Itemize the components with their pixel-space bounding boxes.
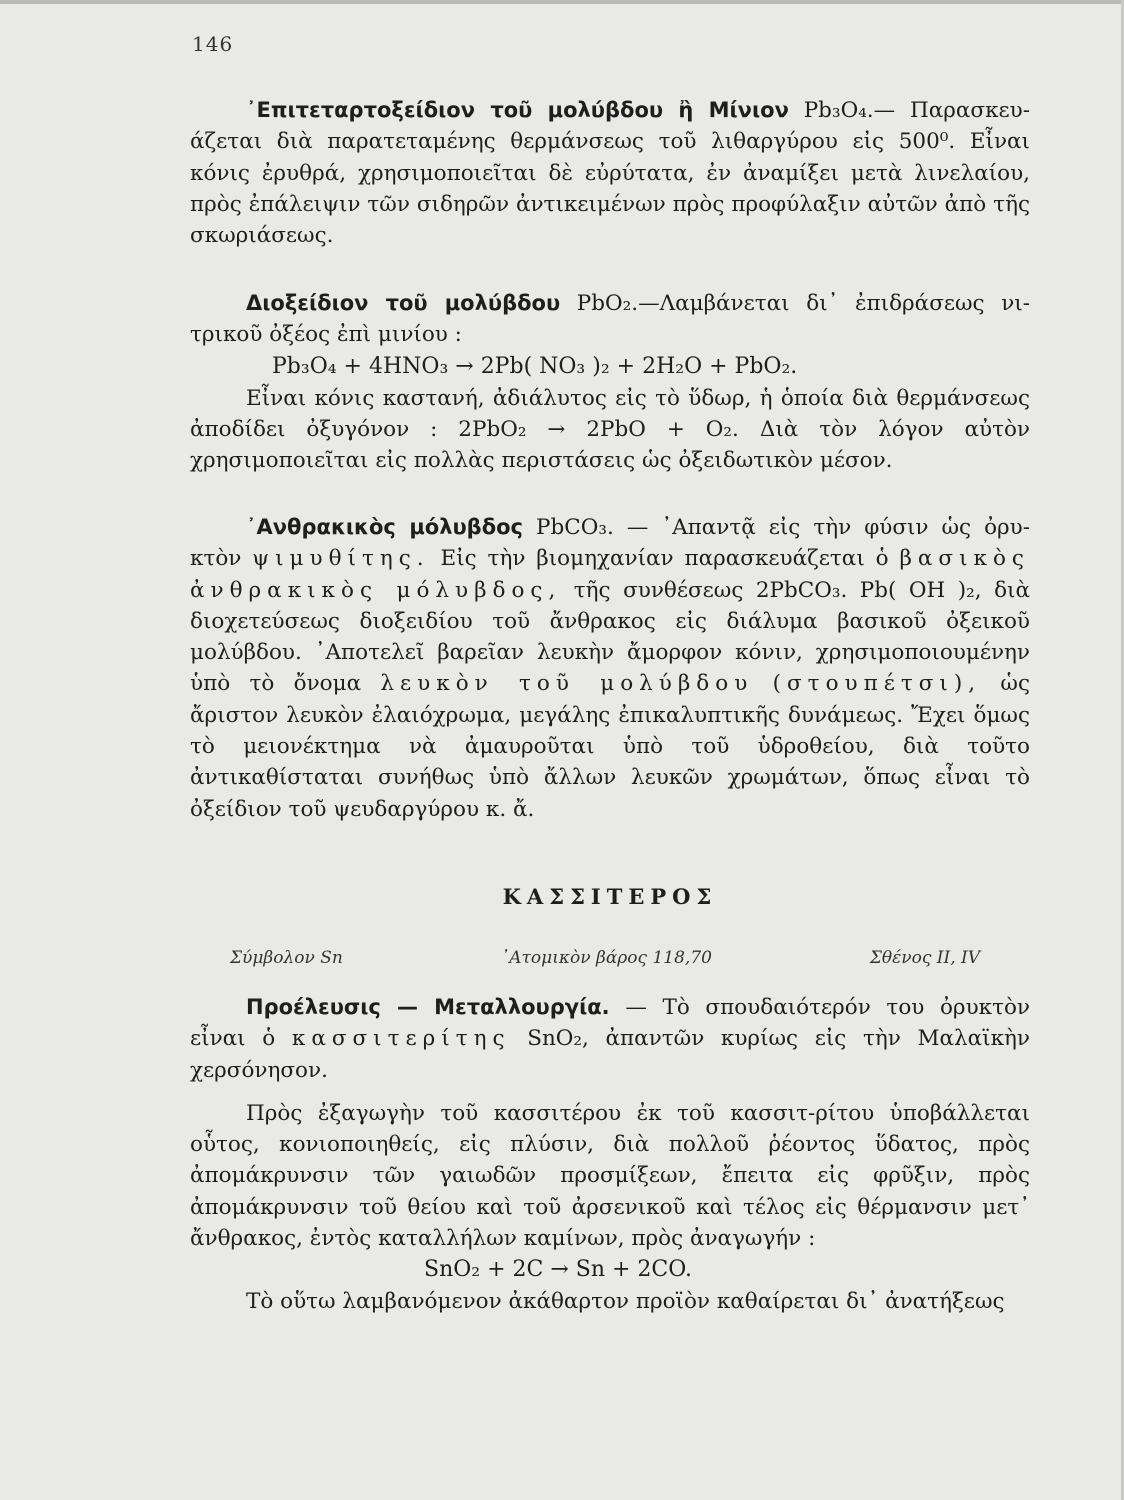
page-number: 146 — [192, 32, 234, 56]
carbonate-body-a: τῆς συνθέσεως 2PbCO₃. Pb( OH )₂, διὰ διοχετεύσεως διοξειδίου τοῦ ἄνθρακος εἰς διάλυμα βασικοῦ ὀξεικοῦ μολύβδου. ᾿Αποτελεῖ βαρεῖαν λευκὴν ἄμορφον κόνιν, χρησιμοποιουμένην ὑπὸ τὸ ὄνομα — [190, 577, 1030, 697]
carbonate-line2-a: κτὸν — [190, 546, 242, 572]
section-carbonate — [190, 512, 1030, 825]
carbonate-formula: PbCO₃. — [536, 515, 614, 540]
tin-equation: SnO₂ + 2C → Sn + 2CO. — [424, 1257, 692, 1283]
minium-title: ᾿Επιτεταρτοξείδιον τοῦ μολύβδου ἢ Μίνιον — [246, 98, 789, 122]
tin-last-paragraph — [190, 1286, 1030, 1317]
dioxide-line1-rest: —Λαμβάνεται δι᾿ ἐπιδράσεως νι- — [638, 291, 1030, 316]
carbonate-line1-rest: — ᾿Απαντᾷ εἰς τὴν φύσιν ὡς ὀρυ- — [626, 515, 1030, 540]
minium-line1-rest: — Παρασκευ- — [873, 98, 1030, 123]
tin-origin-paragraph — [190, 992, 1030, 1086]
tin-last-line: Τὸ οὕτω λαμβανόμενον ἀκάθαρτον προϊὸν καθαίρεται δι᾿ ἀνατήξεως — [246, 1289, 1005, 1315]
tin-valence: Σθένος II, IV — [869, 948, 980, 968]
section-dioxide — [190, 288, 1030, 476]
minium-paragraph — [190, 95, 1030, 251]
carbonate-paragraph — [190, 512, 1030, 825]
section-minium — [190, 95, 1030, 251]
dioxide-title: Διοξείδιον τοῦ μολύβδου — [246, 291, 561, 315]
tin-origin-spaced: κασσιτερίτης — [291, 1026, 511, 1052]
carbonate-line2-b: Εἰς τὴν βιομηχανίαν παρασκευάζεται ὁ — [440, 546, 889, 572]
tin-atomic-weight: ᾿Ατομικὸν βάρος 118,70 — [500, 948, 712, 968]
carbonate-spaced-white-lead: λευκὸν τοῦ μολύβδου — [380, 671, 754, 697]
tin-extraction: Πρὸς ἐξαγωγὴν τοῦ κασσιτέρου ἐκ τοῦ κασσιτ-ρίτου ὑποβάλλεται οὗτος, κονιοποιηθείς, εἰς πλύσιν, διὰ πολλοῦ ῥέοντος ὕδατος, πρὸς ἀπομάκρυνσιν τῶν γαιωδῶν προσμίξεων, ἔπειτα εἰς φρῦξιν, πρὸς ἀπομάκρυνσιν τοῦ θείου καὶ τοῦ ἀρσενικοῦ καὶ τέλος εἰς θέρμανσιν μετ᾿ ἄνθρακος, ἐντὸς καταλλήλων καμίνων, πρὸς ἀναγωγήν : — [190, 1100, 1030, 1252]
carbonate-spaced-mineral: ψιμυθίτης. — [252, 546, 430, 572]
tin-origin-a: — Τὸ σπουδαιότερόν του ὀρυκτὸν εἶναι ὁ — [190, 995, 1030, 1052]
section-tin — [190, 992, 1030, 1318]
dioxide-body: Εἶναι κόνις καστανή, ἀδιάλυτος εἰς τὸ ὕδωρ, ἡ ὁποία διὰ θερμάνσεως ἀποδίδει ὀξυγόνον : 2PbO₂ → 2PbO + O₂. Διὰ τὸν λόγον αὐτὸν χρησιμοποιεῖται εἰς πολλὰς περιστάσεις ὡς ὀξειδωτικὸν μέσον. — [190, 385, 1030, 474]
dioxide-line2: τρικοῦ ὀξέος ἐπὶ μινίου : — [190, 322, 462, 348]
carbonate-spaced-stoupetsi: (στουπέτσι), — [772, 671, 982, 697]
tin-meta-row — [230, 948, 980, 968]
dioxide-equation: Pb₃O₄ + 4HNO₃ → 2Pb( NO₃ )₂ + 2H₂O + PbO₂. — [272, 353, 798, 379]
minium-body: άζεται διὰ παρατεταμένης θερμάνσεως τοῦ λιθαργύρου εἰς 500⁰. Εἶναι κόνις ἐρυθρά, χρησιμοποιεῖται δὲ εὐρύτατα, ἐν ἀναμίξει μετὰ λινελαίου, πρὸς ἐπάλειψιν τῶν σιδηρῶν ἀντικειμένων πρὸς προφύλαξιν αὐτῶν ἀπὸ τῆς σκωριάσεως. — [190, 129, 1030, 249]
dioxide-paragraph — [190, 288, 1030, 351]
tin-heading: ΚΑΣΣΙΤΕΡΟΣ — [502, 884, 718, 909]
tin-symbol: Σύμβολον Sn — [230, 948, 343, 968]
dioxide-formula: PbO₂. — [576, 291, 639, 316]
tin-extraction-paragraph — [190, 1098, 1030, 1254]
carbonate-body-b: ὡς ἄριστον λευκὸν ἐλαιόχρωμα, μεγάλης ἐπικαλυπτικῆς δυνάμεως. Ἔχει ὅμως τὸ μειονέκτημα νὰ ἀμαυροῦται ὑπὸ τοῦ ὑδροθείου, διὰ τοῦτο ἀντικαθίσταται συνήθως ὑπὸ ἄλλων λευκῶν χρωμάτων, ὅπως εἶναι τὸ ὀξείδιον τοῦ ψευδαργύρου κ. ἄ. — [190, 671, 1030, 822]
tin-origin-title: Προέλευσις — Μεταλλουργία. — [246, 995, 610, 1019]
carbonate-title: ᾿Ανθρακικὸς μόλυβδος — [246, 515, 524, 539]
dioxide-body-paragraph — [190, 383, 1030, 477]
page-edge-top — [0, 0, 1124, 4]
tin-origin-b: SnO₂, ἀπαντῶν κυρίως εἰς τὴν Μαλαϊκὴν χερσόνησον. — [190, 1026, 1031, 1083]
carbonate-spaced-basic: βασικὸς ἀνθρακικὸς μόλυβδος, — [190, 546, 1030, 603]
minium-formula: Pb₃O₄. — [803, 98, 874, 123]
